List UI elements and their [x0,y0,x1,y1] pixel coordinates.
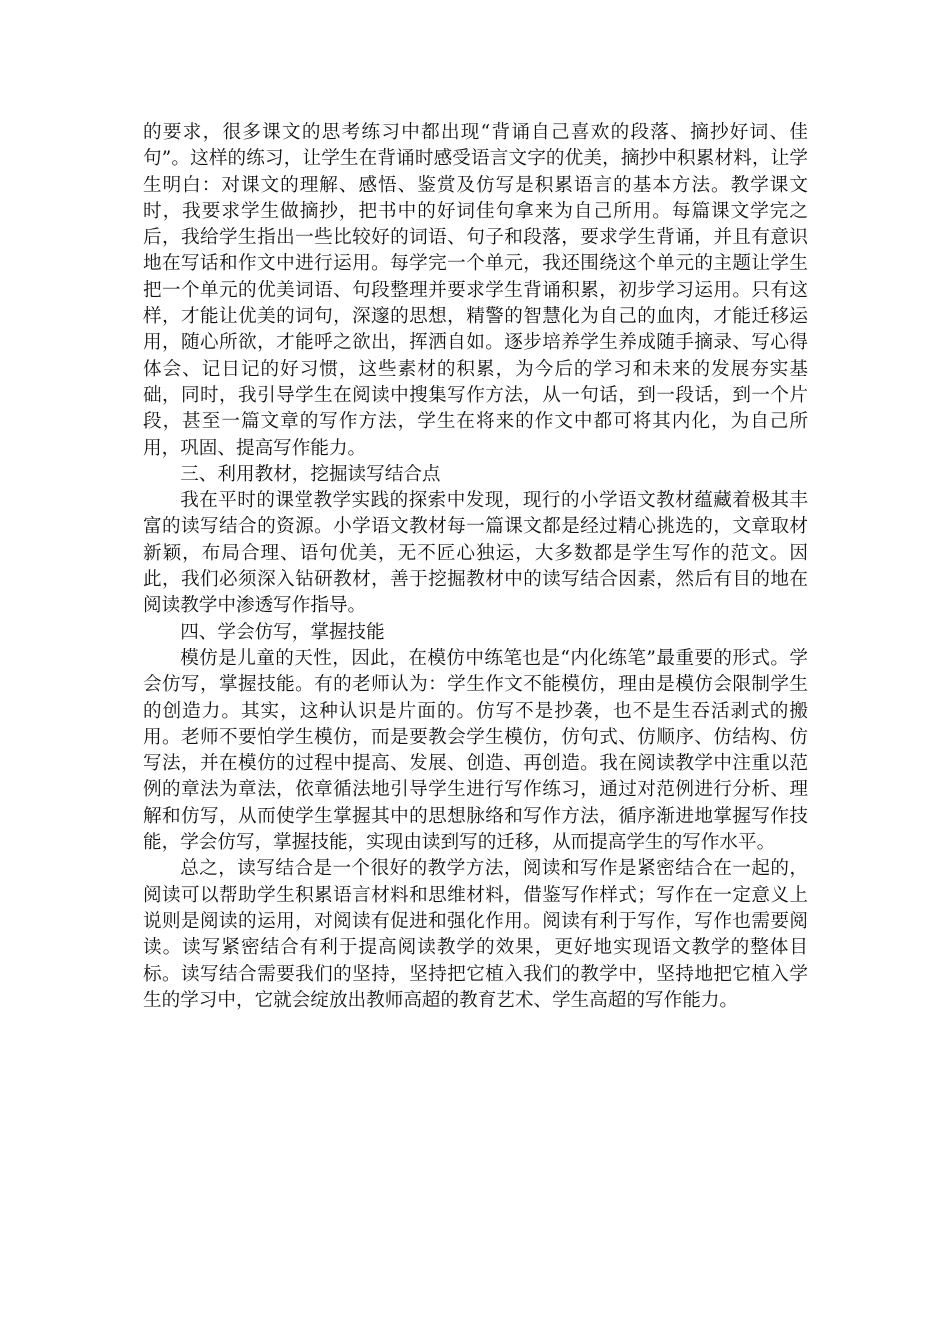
paragraph-continuation: 的要求，很多课文的思考练习中都出现“背诵自己喜欢的段落、摘抄好词、佳句”。这样的练习，让学生在背诵时感受语言文字的优美，摘抄中积累材料，让学生明白：对课文的理解、感悟、鉴赏及仿写是积累语言的基本方法。教学课文时，我要求学生做摘抄，把书中的好词佳句拿来为自己所用。每篇课文学完之后，我给学生指出一些比较好的词语、句子和段落，要求学生背诵，并且有意识地在写话和作文中进行运用。每学完一个单元，我还围绕这个单元的主题让学生把一个单元的优美词语、句段整理并要求学生背诵积累，初步学习运用。只有这样，才能让优美的词句，深邃的思想，精警的智慧化为自己的血肉，才能迁移运用，随心所欲，才能呼之欲出，挥洒自如。逐步培养学生养成随手摘录、写心得体会、记日记的好习惯，这些素材的积累，为今后的学习和未来的发展夯实基础，同时，我引导学生在阅读中搜集写作方法，从一句话，到一段话，到一个片段，甚至一篇文章的写作方法，学生在将来的作文中都可将其内化，为自己所用，巩固、提高写作能力。 [143,122,808,459]
document-page [143,120,808,1014]
paragraph-conclusion: 总之，读写结合是一个很好的教学方法，阅读和写作是紧密结合在一起的，阅读可以帮助学生积累语言材料和思维材料，借鉴写作样式；写作在一定意义上说则是阅读的运用，对阅读有促进和强化作用。阅读有利于写作，写作也需要阅读。读写紧密结合有利于提高阅读教学的效果，更好地实现语文教学的整体目标。读写结合需要我们的坚持，坚持把它植入我们的教学中，坚持地把它植入学生的学习中，它就会绽放出教师高超的教育艺术、学生高超的写作能力。 [143,858,808,1011]
section-heading-3: 三、利用教材，挖掘读写结合点 [180,463,441,485]
section-heading-4: 四、学会仿写，掌握技能 [180,621,385,643]
paragraph-section-4: 模仿是儿童的天性，因此，在模仿中练笔也是“内化练笔”最重要的形式。学会仿写，掌握技能。有的老师认为：学生作文不能模仿，理由是模仿会限制学生的创造力。其实，这种认识是片面的。仿写不是抄袭，也不是生吞活剥式的搬用。老师不要怕学生模仿，而是要教会学生模仿，仿句式、仿顺序、仿结构、仿写法，并在模仿的过程中提高、发展、创造、再创造。我在阅读教学中注重以范例的章法为章法，依章循法地引导学生进行写作练习，通过对范例进行分析、理解和仿写，从而使学生掌握其中的思想脉络和写作方法，循序渐进地掌握写作技能，学会仿写，掌握技能，实现由读到写的迁移，从而提高学生的写作水平。 [143,647,808,854]
paragraph-section-3: 我在平时的课堂教学实践的探索中发现，现行的小学语文教材蕴藏着极其丰富的读写结合的资源。小学语文教材每一篇课文都是经过精心挑选的，文章取材新颖，布局合理、语句优美，无不匠心独运，大多数都是学生写作的范文。因此，我们必须深入钻研教材，善于挖掘教材中的读写结合因素，然后有目的地在阅读教学中渗透写作指导。 [143,490,808,617]
